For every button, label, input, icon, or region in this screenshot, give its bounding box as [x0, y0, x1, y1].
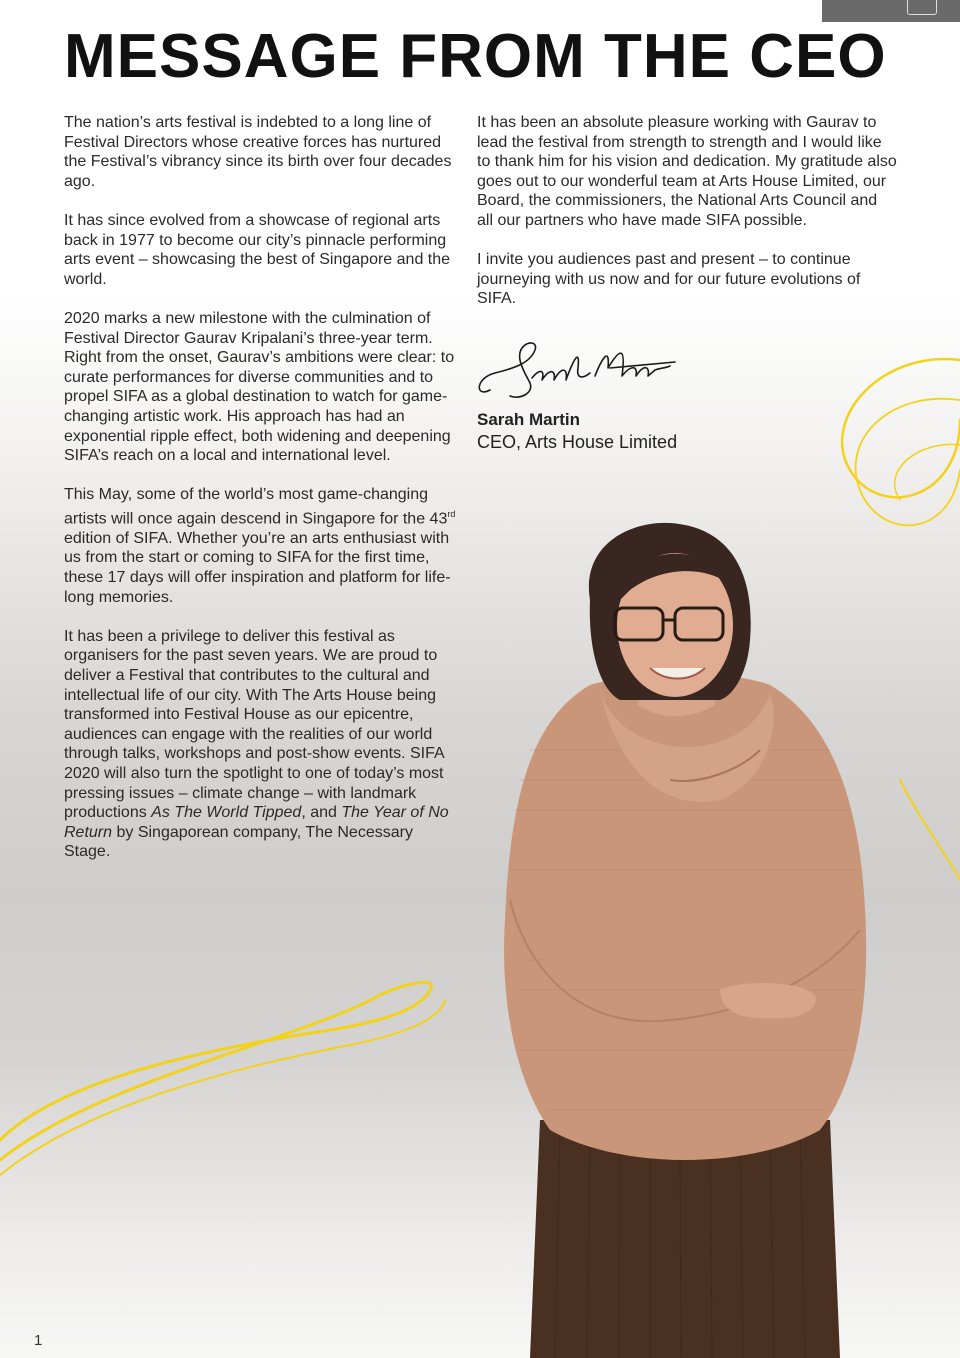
- signatory-name: Sarah Martin: [477, 410, 580, 429]
- ceo-portrait-image: [470, 520, 890, 1358]
- text-run: by Singaporean company, The Necessary Stage.: [64, 823, 413, 861]
- paragraph: I invite you audiences past and present – to continue journeying with us now and for our future evolutions of SIFA.: [477, 251, 861, 308]
- left-column: [64, 113, 456, 881]
- page-title: MESSAGE FROM THE CEO: [64, 22, 887, 91]
- window-button-icon[interactable]: [907, 0, 937, 15]
- production-title: As The World Tipped: [151, 804, 302, 822]
- paragraph: [64, 627, 456, 862]
- production-title: The Year of No Return: [64, 804, 449, 841]
- viewer-toolbar: [822, 0, 960, 22]
- text-run: It has been a privilege to deliver this festival as organisers for the past seven years. We are proud to deliver a Festival that contributes to the cultural and intellectual life of our city. With The Arts House being transformed into Festival House as our epicentre, audiences can engage with the realities of our world through talks, workshops and post-show events. SIFA 2020 will also turn the spotlight to one of today’s most pressing issues – climate change – with landmark productions: [64, 627, 444, 822]
- paragraph: 2020 marks a new milestone with the culmination of Festival Director Gaurav Kripalani’s three-year term. Right from the onset, Gaurav’s ambitions were clear: to curate performances for diverse communities and to propel SIFA as a global destination to watch for game-changing artistic work. His approach has had an exponential ripple effect, both widening and deepening SIFA’s reach on a local and international level.: [64, 309, 455, 465]
- page-number: 1: [34, 1332, 43, 1349]
- right-column: [477, 113, 897, 329]
- paragraph: [64, 485, 456, 607]
- paragraph: It has since evolved from a showcase of regional arts back in 1977 to become our city’s pinnacle performing arts event – showcasing the best of Singapore and the world.: [64, 211, 451, 288]
- signature-image: [470, 338, 700, 408]
- text-run: edition of SIFA. Whether you’re an arts enthusiast with us from the start or coming to SIFA for the first time, these 17 days will offer inspiration and platform for life-long memories.: [64, 529, 451, 606]
- paragraph: The nation’s arts festival is indebted to a long line of Festival Directors whose creative forces has nurtured the Festival’s vibrancy since its birth over four decades ago.: [64, 114, 452, 190]
- paragraph: It has been an absolute pleasure working with Gaurav to lead the festival from strength to strength and I would like to thank him for his vision and dedication. My gratitude also goes out to our wonderful team at Arts House Limited, our Board, the commissioners, the National Arts Council and all our partners who have made SIFA possible.: [477, 114, 897, 229]
- text-run: This May, some of the world’s most game-changing artists will once again descend in Singapore for the 43: [64, 486, 448, 528]
- text-run: , and: [301, 804, 342, 822]
- superscript: rd: [447, 508, 456, 519]
- signatory-role: CEO, Arts House Limited: [477, 432, 678, 452]
